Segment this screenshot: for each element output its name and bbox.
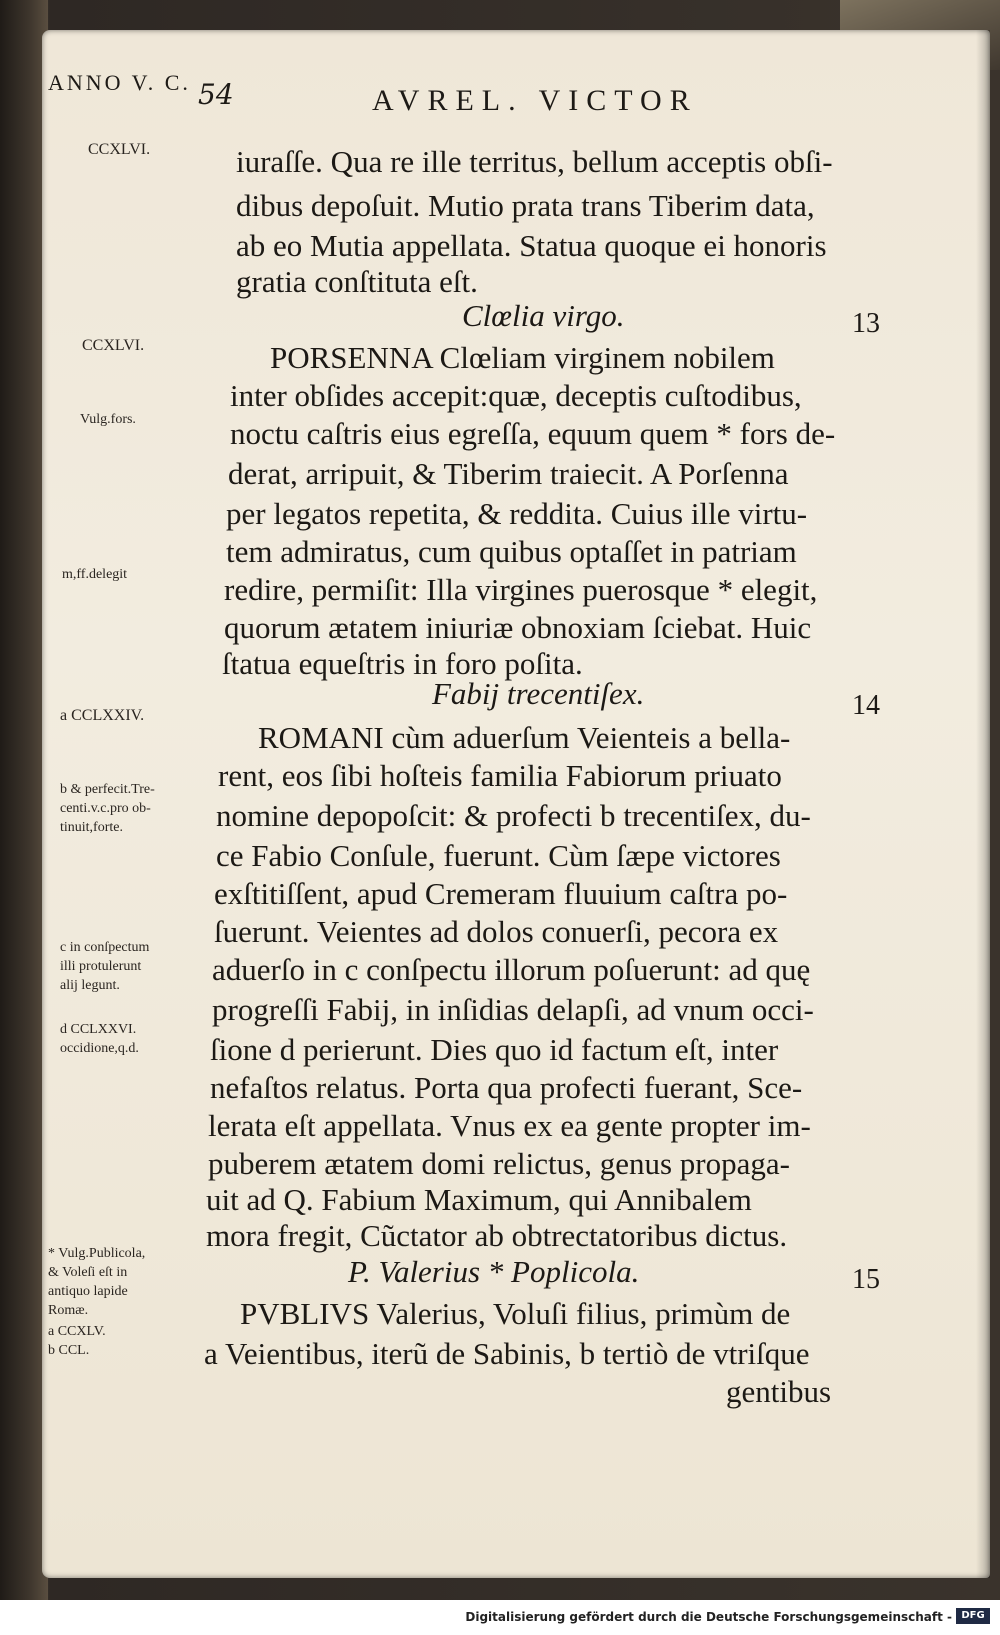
margin-note: * Vulg.Publicola, & Voleſi eſt in antiquo lapide Romæ. (48, 1246, 146, 1318)
catchword: gentibus (726, 1374, 832, 1409)
section-number: 15 (852, 1264, 880, 1295)
page-number: 54 (198, 78, 234, 111)
text-line: nefaſtos relatus. Porta qua profecti fuerant, Sce- (210, 1070, 803, 1105)
margin-note: Vulg.fors. (80, 412, 136, 427)
text-line: iuraſſe. Qua re ille territus, bellum acceptis obſi- (236, 144, 833, 179)
text-line: ſtatua equeſtris in foro poſita. (222, 646, 583, 681)
running-header-title: AVREL. VICTOR (372, 84, 698, 117)
margin-note: CCXLVI. (82, 337, 145, 354)
text-line: ab eo Mutia appellata. Statua quoque ei honoris (236, 228, 827, 263)
margin-note: d CCLXXVI. occidione,q.d. (60, 1022, 139, 1056)
page-edge-shadow (976, 30, 990, 1578)
margin-note: b & perfecit.Tre- centi.v.c.pro ob- tinuit,forte. (60, 782, 155, 835)
text-line: exſtitiſſent, apud Cremeram fluuium caſtra po- (214, 876, 788, 911)
margin-note: CCXLVI. (88, 141, 151, 158)
text-line: noctu caſtris eius egreſſa, equum quem * fors de- (230, 416, 836, 451)
margin-note: a CCXLV. b CCL. (48, 1324, 106, 1358)
text-line: ſuerunt. Veientes ad dolos conuerſi, pecora ex (214, 914, 779, 949)
running-header-anno: ANNO V. C. (48, 70, 191, 95)
text-line: PORSENNA Clœliam virginem nobilem (270, 340, 775, 375)
section-heading: P. Valerius * Poplicola. (348, 1254, 640, 1289)
text-line: puberem ætatem domi relictus, genus propaga- (208, 1146, 790, 1181)
text-line: inter obſides accepit:quæ, deceptis cuſtodibus, (230, 378, 802, 413)
text-line: redire, permiſit: Illa virgines puerosque * elegit, (224, 572, 818, 607)
section-number: 14 (852, 690, 880, 721)
text-line: per legatos repetita, & reddita. Cuius ille virtu- (226, 496, 808, 531)
text-line: nomine depopoſcit: & profecti b trecentiſex, du- (216, 798, 811, 833)
text-line: PVBLIVS Valerius, Voluſi filius, primùm de (240, 1296, 791, 1331)
text-line: ſione d perierunt. Dies quo id factum eſt, inter (210, 1032, 779, 1067)
text-line: tem admiratus, cum quibus optaſſet in patriam (226, 534, 797, 569)
text-line: mora fregit, Cũctator ab obtrectatoribus dictus. (206, 1218, 788, 1253)
text-line: ce Fabio Conſule, fuerunt. Cùm ſæpe victores (216, 838, 781, 873)
text-line: gratia conſtituta eſt. (236, 264, 478, 299)
digitization-footer (0, 1600, 1000, 1635)
book-spine (0, 0, 48, 1600)
text-line: ROMANI cùm aduerſum Veienteis a bella- (258, 720, 791, 755)
margin-note: m,ff.delegit (62, 567, 128, 582)
margin-note: c in conſpectum illi protulerunt alij legunt. (60, 940, 150, 993)
text-line: a Veientibus, iterũ de Sabinis, b tertiò de vtriſque (204, 1336, 810, 1371)
margin-note: a CCLXXIV. (60, 707, 145, 724)
text-line: lerata eſt appellata. Vnus ex ea gente propter im- (208, 1108, 811, 1143)
text-line: uit ad Q. Fabium Maximum, qui Annibalem (206, 1182, 752, 1217)
text-line: aduerſo in c conſpectu illorum poſuerunt: ad quę (212, 952, 811, 987)
section-heading: Fabij trecentiſex. (432, 676, 645, 711)
section-number: 13 (852, 308, 880, 339)
text-line: derat, arripuit, & Tiberim traiecit. A Porſenna (228, 456, 789, 491)
text-line: progreſſi Fabij, in inſidias delapſi, ad vnum occi- (212, 992, 814, 1027)
section-heading: Clœlia virgo. (462, 298, 625, 333)
dfg-logo: DFG (956, 1608, 990, 1624)
text-line: rent, eos ſibi hoſteis familia Fabiorum priuato (218, 758, 782, 793)
text-line: quorum ætatem iniuriæ obnoxiam ſciebat. Huic (224, 610, 812, 645)
footer-credit: Digitalisierung gefördert durch die Deutsche Forschungsgemeinschaft - (465, 1610, 952, 1624)
text-line: dibus depoſuit. Mutio prata trans Tiberim data, (236, 188, 815, 223)
